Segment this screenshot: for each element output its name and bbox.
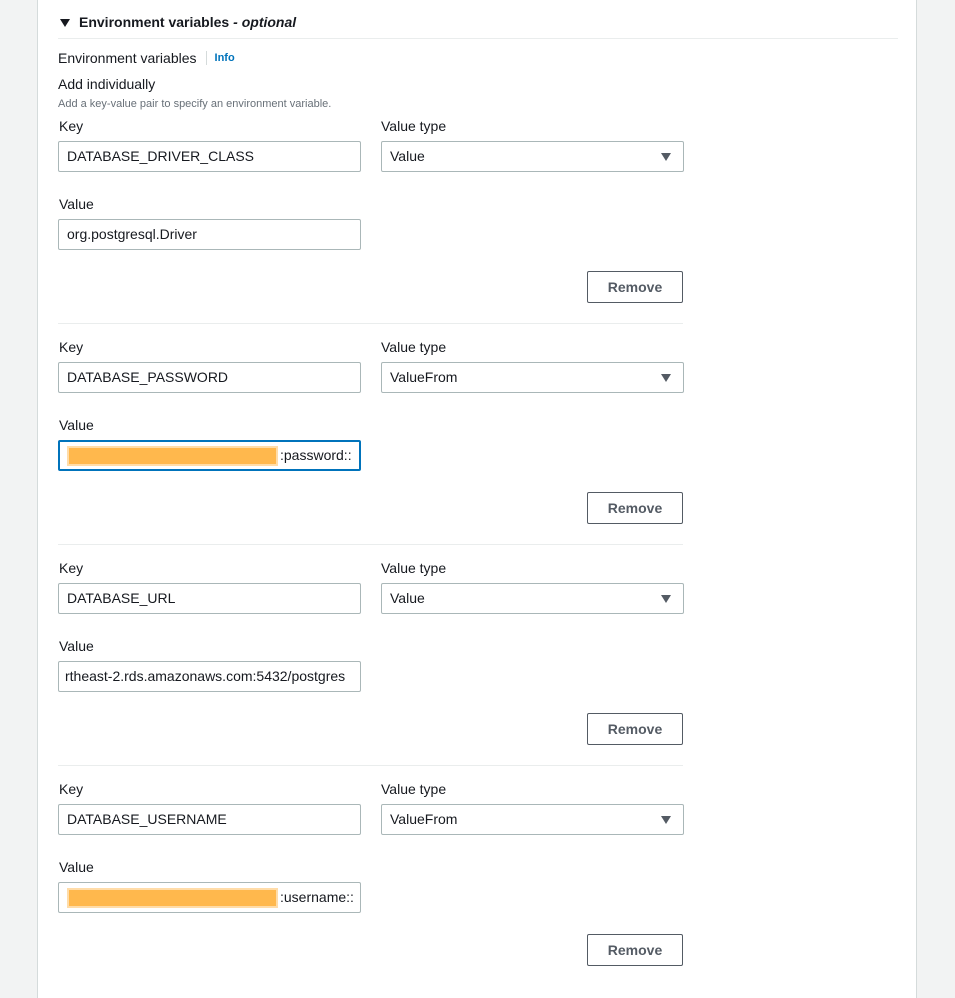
redacted-block xyxy=(69,890,276,906)
remove-button[interactable]: Remove xyxy=(587,271,683,303)
value-type-label: Value type xyxy=(381,118,447,134)
value-type-selected: ValueFrom xyxy=(390,811,458,827)
value-label: Value xyxy=(59,417,94,433)
value-label: Value xyxy=(59,638,94,654)
dropdown-arrow-icon xyxy=(661,816,671,824)
value-input[interactable]: org.postgresql.Driver xyxy=(58,219,361,250)
dropdown-arrow-icon xyxy=(661,153,671,161)
value-type-selected: Value xyxy=(390,148,425,164)
dropdown-arrow-icon xyxy=(661,374,671,382)
dropdown-arrow-icon xyxy=(661,595,671,603)
value-type-select[interactable] xyxy=(381,362,684,393)
value-type-selected: Value xyxy=(390,590,425,606)
key-input[interactable]: DATABASE_DRIVER_CLASS xyxy=(58,141,361,172)
value-label: Value xyxy=(59,859,94,875)
value-suffix: :username:: xyxy=(280,889,354,905)
row-divider xyxy=(58,323,683,324)
key-input[interactable]: DATABASE_PASSWORD xyxy=(58,362,361,393)
value-type-label: Value type xyxy=(381,781,447,797)
value-input[interactable] xyxy=(58,661,361,692)
env-label: Environment variables xyxy=(58,50,197,66)
value-text: rtheast-2.rds.amazonaws.com:5432/postgres xyxy=(65,668,346,684)
key-input[interactable]: DATABASE_USERNAME xyxy=(58,804,361,835)
environment-panel xyxy=(37,0,917,998)
value-type-label: Value type xyxy=(381,560,447,576)
add-individually-title: Add individually xyxy=(58,76,156,92)
env-section-toggle[interactable] xyxy=(60,14,296,30)
key-label: Key xyxy=(59,339,84,355)
value-type-label: Value type xyxy=(381,339,447,355)
key-label: Key xyxy=(59,118,84,134)
section-title-optional: - optional xyxy=(233,14,297,30)
caret-down-icon xyxy=(60,19,70,27)
remove-button[interactable]: Remove xyxy=(587,492,683,524)
redacted-block xyxy=(69,448,276,464)
section-title: Environment variables xyxy=(79,14,230,30)
key-label: Key xyxy=(59,781,84,797)
value-type-select[interactable] xyxy=(381,804,684,835)
header-divider xyxy=(58,38,898,39)
value-suffix: :password:: xyxy=(280,447,352,463)
key-label: Key xyxy=(59,560,84,576)
value-input[interactable] xyxy=(58,882,361,913)
row-divider xyxy=(58,544,683,545)
value-label: Value xyxy=(59,196,94,212)
row-divider xyxy=(58,765,683,766)
value-type-selected: ValueFrom xyxy=(390,369,458,385)
info-link[interactable]: Info xyxy=(214,52,235,64)
info-separator xyxy=(206,51,207,65)
remove-button[interactable]: Remove xyxy=(587,934,683,966)
value-type-select[interactable] xyxy=(381,583,684,614)
value-type-select[interactable] xyxy=(381,141,684,172)
add-individually-description: Add a key-value pair to specify an environment variable. xyxy=(58,98,332,110)
remove-button[interactable]: Remove xyxy=(587,713,683,745)
key-input[interactable]: DATABASE_URL xyxy=(58,583,361,614)
env-label-row xyxy=(58,50,235,66)
value-input[interactable] xyxy=(58,440,361,471)
